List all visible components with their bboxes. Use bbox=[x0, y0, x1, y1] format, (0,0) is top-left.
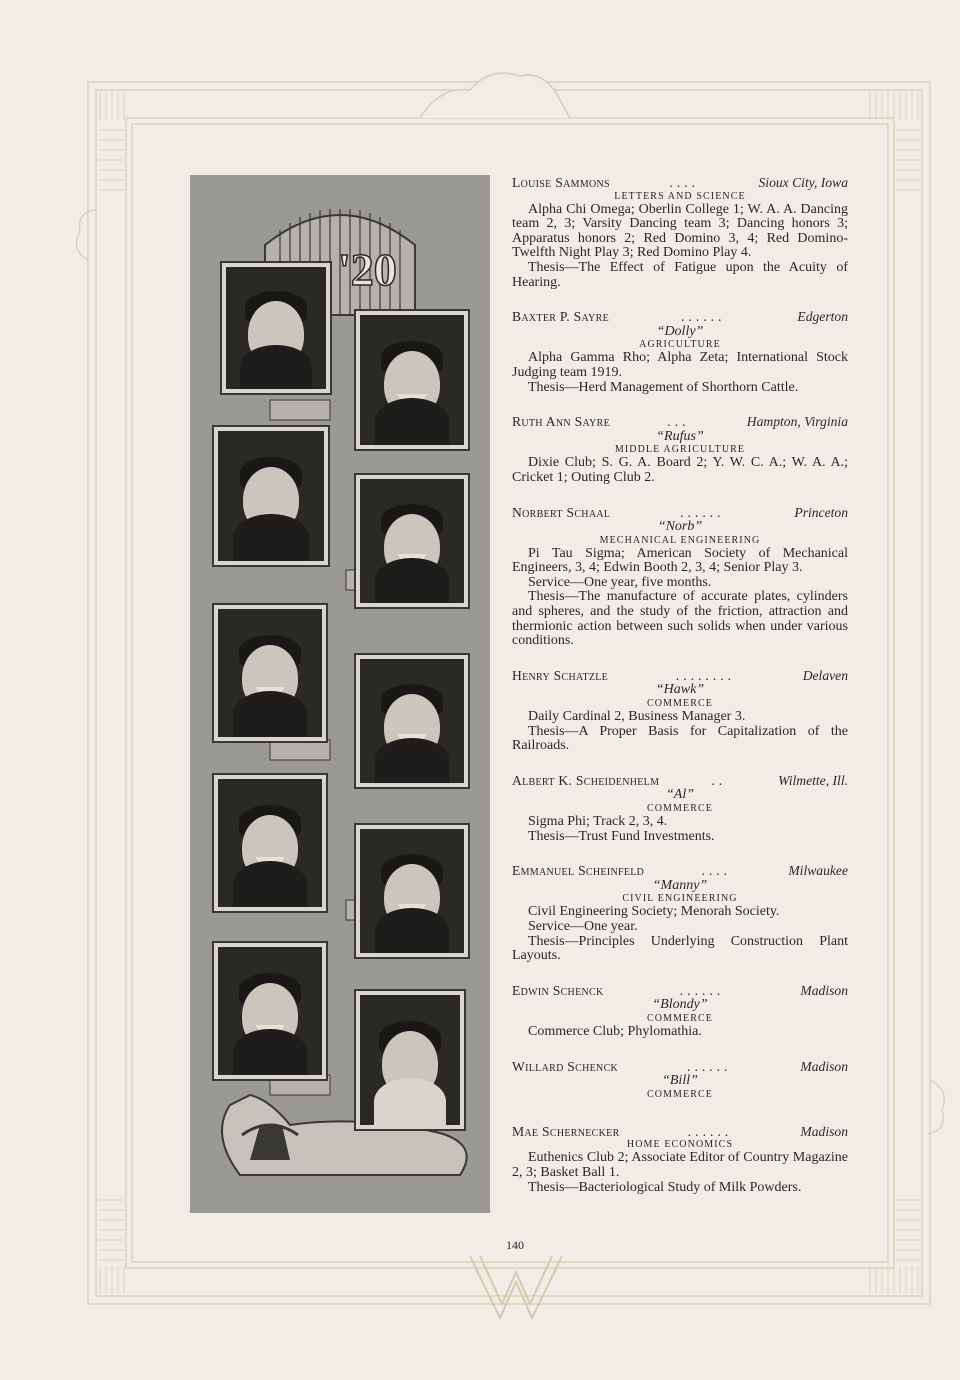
student-thesis: Thesis—Principles Underlying Construction Plant Layouts. bbox=[512, 933, 848, 964]
student-service: Service—One year, five months. bbox=[528, 574, 712, 590]
student-activities: Civil Engineering Society; Menorah Society. bbox=[528, 904, 780, 920]
student-hometown: Sioux City, Iowa bbox=[758, 175, 848, 190]
student-name: Emmanuel Scheinfeld bbox=[512, 863, 645, 879]
student-department: COMMERCE bbox=[646, 1088, 714, 1100]
student-nickname: “Manny” bbox=[652, 877, 708, 893]
portrait-louise-sammons bbox=[222, 263, 330, 393]
student-activities: Dixie Club; S. G. A. Board 2; Y. W. C. A.; W. A. A.; Cricket 1; Outing Club 2. bbox=[512, 455, 848, 485]
student-department: MIDDLE AGRICULTURE bbox=[614, 444, 746, 456]
entry-emmanuel-scheinfeld: Emmanuel Scheinfeld .... Milwaukee “Manny” CIVIL ENGINEERING Civil Engineering Society; Menorah Society. Service—One year. Thesis—Principles Underlying Construction Plant Layouts. bbox=[512, 863, 848, 964]
student-activities: Daily Cardinal 2, Business Manager 3. bbox=[528, 709, 746, 725]
student-department: COMMERCE bbox=[646, 803, 714, 814]
class-year-emblem: '20 bbox=[338, 244, 397, 295]
portrait-norbert-schaal bbox=[356, 475, 468, 607]
student-thesis: Thesis—Trust Fund Investments. bbox=[528, 828, 715, 844]
student-nickname: “Dolly” bbox=[656, 323, 704, 339]
entry-ruth-ann-sayre: Ruth Ann Sayre ... Hampton, Virginia “Rufus” MIDDLE AGRICULTURE Dixie Club; S. G. A. Board 2; Y. W. C. A.; W. A. A.; Cricket 1; Outing Club 2. bbox=[512, 414, 848, 485]
student-nickname: “Rufus” bbox=[656, 428, 704, 444]
student-department: AGRICULTURE bbox=[639, 339, 721, 351]
student-hometown: Princeton bbox=[794, 504, 848, 520]
student-name: Baxter P. Sayre bbox=[512, 309, 610, 325]
student-department: HOME ECONOMICS bbox=[626, 1139, 734, 1151]
student-service: Service—One year. bbox=[528, 918, 638, 934]
student-nickname: “Al” bbox=[665, 787, 694, 803]
student-hometown: Madison bbox=[800, 1123, 848, 1139]
student-name: Mae Schernecker bbox=[512, 1123, 620, 1139]
student-hometown: Madison bbox=[800, 982, 848, 998]
student-department: CIVIL ENGINEERING bbox=[622, 893, 738, 905]
student-nickname: “Bill” bbox=[662, 1073, 698, 1089]
portrait-ruth-ann-sayre bbox=[214, 427, 328, 565]
student-activities: Alpha Gamma Rho; Alpha Zeta; International Stock Judging team 1919. bbox=[512, 350, 848, 380]
student-thesis: Thesis—The manufacture of accurate plates, cylinders and spheres, and the study of the friction, attraction and thermionic action between such solids when under various conditions. bbox=[512, 589, 848, 649]
student-thesis: Thesis—A Proper Basis for Capitalization of the Railroads. bbox=[512, 723, 848, 754]
student-activities: Commerce Club; Phylomathia. bbox=[528, 1023, 702, 1039]
student-hometown: Wilmette, Ill. bbox=[778, 772, 848, 788]
portrait-albert-scheidenhelm bbox=[356, 655, 468, 787]
student-thesis: Thesis—The Effect of Fatigue upon the Acuity of Hearing. bbox=[512, 259, 848, 290]
page-number: 140 bbox=[506, 1238, 524, 1252]
entry-norbert-schaal: Norbert Schaal ...... Princeton “Norb” MECHANICAL ENGINEERING Pi Tau Sigma; American Society of Mechanical Engineers, 3, 4; Edwin Booth 2, 3, 4; Senior Play 3. Service—One year, five months. Thesis—The manufacture of accurate plates, cylinders and spheres, and the study of the friction, attraction and thermionic action between such solids when under various conditions. bbox=[512, 504, 848, 649]
student-entries bbox=[512, 176, 848, 1207]
student-thesis: Thesis—Herd Management of Shorthorn Cattle. bbox=[528, 379, 799, 395]
student-activities: Sigma Phi; Track 2, 3, 4. bbox=[528, 814, 668, 829]
student-nickname: “Hawk” bbox=[655, 682, 705, 698]
entry-edwin-schenck: Edwin Schenck ...... Madison “Blondy” COMMERCE Commerce Club; Phylomathia. bbox=[512, 982, 848, 1039]
entry-henry-schatzle: Henry Schatzle ........ Delaven “Hawk” COMMERCE Daily Cardinal 2, Business Manager 3. Thesis—A Proper Basis for Capitalization of the Railroads. bbox=[512, 667, 848, 754]
entry-baxter-sayre: Baxter P. Sayre ...... Edgerton “Dolly” AGRICULTURE Alpha Gamma Rho; Alpha Zeta; International Stock Judging team 1919. Thesis—Herd Management of Shorthorn Cattle. bbox=[512, 309, 848, 395]
student-name: Edwin Schenck bbox=[512, 982, 604, 998]
student-nickname: “Blondy” bbox=[652, 997, 708, 1013]
entry-albert-scheidenhelm: Albert K. Scheidenhelm .. Wilmette, Ill. “Al” COMMERCE Sigma Phi; Track 2, 3, 4. Thesis—Trust Fund Investments. bbox=[512, 772, 848, 844]
portrait-emmanuel-scheinfeld bbox=[214, 775, 326, 911]
student-name: Louise Sammons bbox=[512, 175, 610, 190]
student-department: LETTERS AND SCIENCE bbox=[614, 190, 746, 202]
student-name: Albert K. Scheidenhelm bbox=[512, 772, 660, 788]
student-activities: Pi Tau Sigma; American Society of Mechanical Engineers, 3, 4; Edwin Booth 2, 3, 4; Senior Play 3. bbox=[512, 545, 848, 576]
student-name: Willard Schenck bbox=[512, 1058, 619, 1074]
student-department: COMMERCE bbox=[646, 1012, 714, 1024]
portrait-willard-schenck bbox=[214, 943, 326, 1079]
portrait-henry-schatzle bbox=[214, 605, 326, 741]
student-name: Norbert Schaal bbox=[512, 504, 611, 520]
student-name: Ruth Ann Sayre bbox=[512, 414, 610, 430]
portrait-mae-schernecker bbox=[356, 991, 464, 1129]
student-nickname: “Norb” bbox=[657, 519, 703, 535]
photo-column bbox=[190, 175, 490, 1213]
student-hometown: Edgerton bbox=[797, 309, 848, 325]
student-department: COMMERCE bbox=[646, 698, 714, 710]
student-activities: Euthenics Club 2; Associate Editor of Country Magazine 2, 3; Basket Ball 1. bbox=[512, 1150, 848, 1180]
portrait-edwin-schenck bbox=[356, 825, 468, 957]
student-hometown: Madison bbox=[800, 1058, 848, 1074]
portrait-baxter-sayre bbox=[356, 311, 468, 449]
student-hometown: Hampton, Virginia bbox=[746, 414, 848, 430]
student-activities: Alpha Chi Omega; Oberlin College 1; W. A. A. Dancing team 2, 3; Varsity Dancing team 3; Dancing honors 3; Apparatus honors 2; Red Domino 3, 4; Red Domino-Twelfth Night Play 3; Red Domino Play 4. bbox=[512, 201, 848, 261]
student-hometown: Delaven bbox=[802, 667, 848, 683]
entry-louise-sammons: Louise Sammons .... Sioux City, Iowa LETTERS AND SCIENCE Alpha Chi Omega; Oberlin College 1; W. A. A. Dancing team 2, 3; Varsity Dancing team 3; Dancing honors 3; Apparatus honors 2; Red Domino 3, 4; Red Domino-Twelfth Night Play 3; Red Domino Play 4. Thesis—The Effect of Fatigue upon the Acuity of Hearing. bbox=[512, 175, 848, 290]
student-department: MECHANICAL ENGINEERING bbox=[599, 534, 761, 546]
student-name: Henry Schatzle bbox=[512, 667, 609, 683]
entry-mae-schernecker: Mae Schernecker ...... Madison HOME ECONOMICS Euthenics Club 2; Associate Editor of Country Magazine 2, 3; Basket Ball 1. Thesis—Bacteriological Study of Milk Powders. bbox=[512, 1123, 848, 1195]
student-thesis: Thesis—Bacteriological Study of Milk Powders. bbox=[528, 1179, 802, 1195]
student-hometown: Milwaukee bbox=[788, 863, 848, 879]
entry-willard-schenck: Willard Schenck ...... Madison “Bill” COMMERCE bbox=[512, 1058, 848, 1100]
